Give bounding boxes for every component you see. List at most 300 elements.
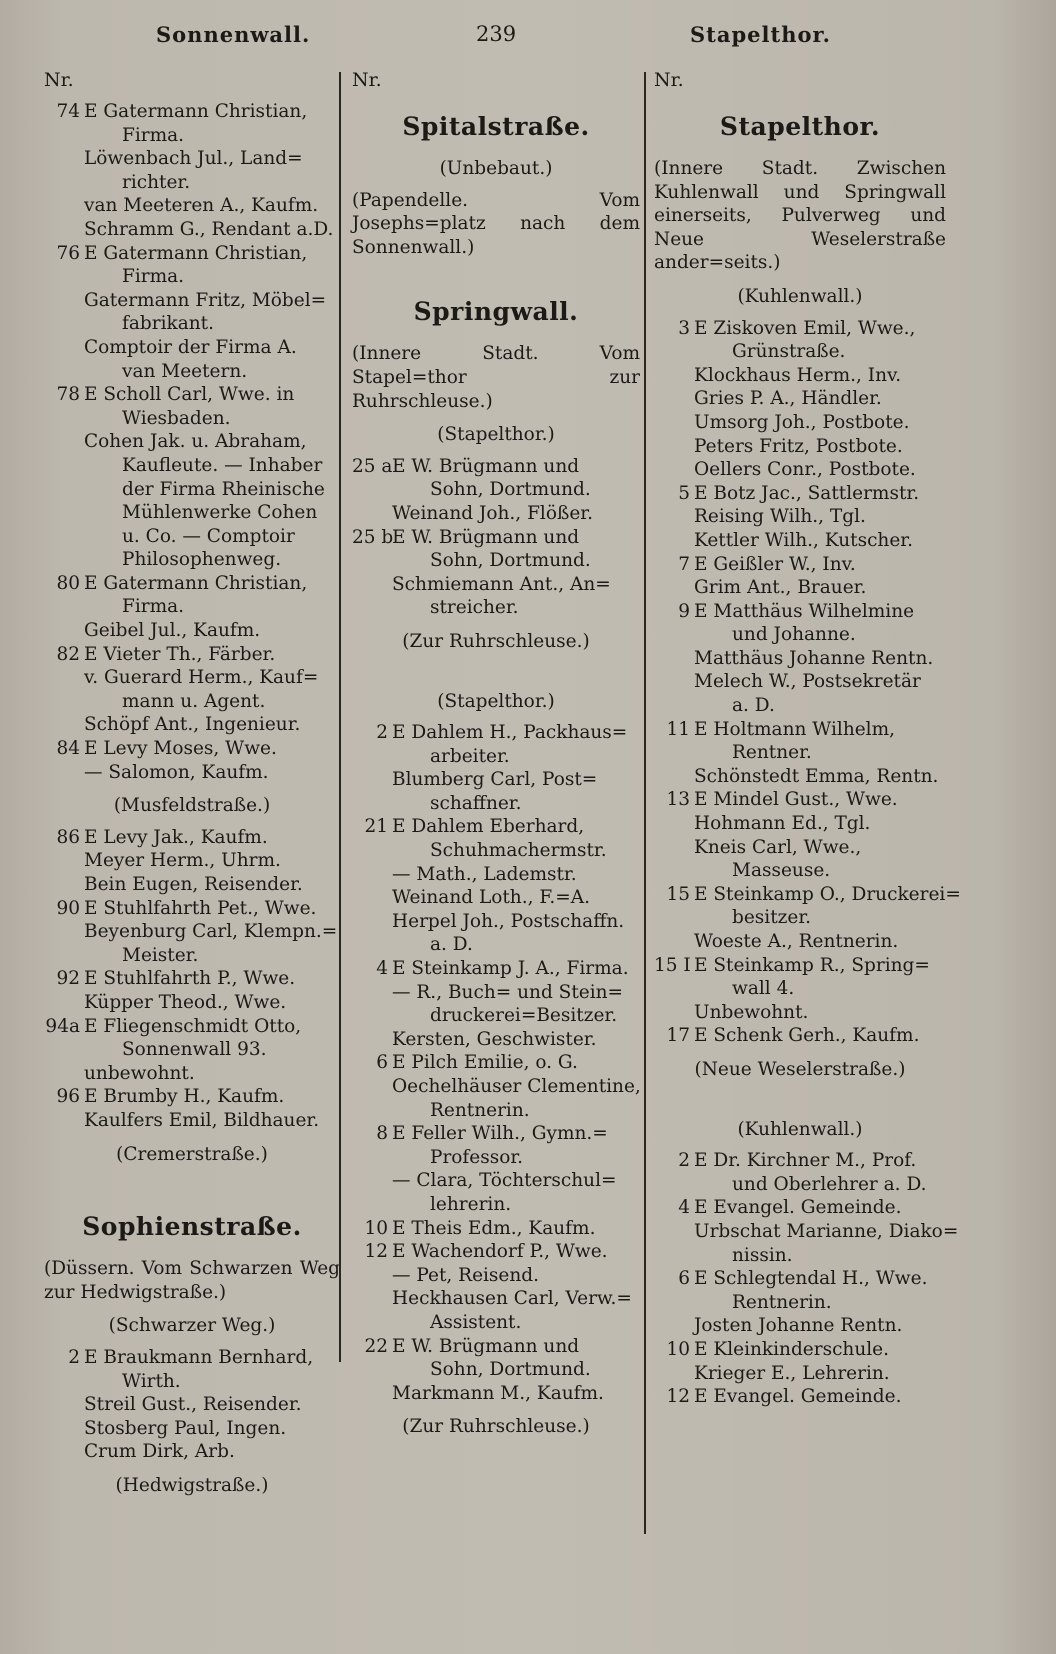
directory-entry: [44, 242, 340, 266]
nr-label: Nr.: [654, 69, 684, 91]
street-heading: Stapelthor.: [719, 112, 881, 141]
entry-text: Josten Johanne Rentn.: [694, 1315, 903, 1337]
directory-entry: [352, 573, 640, 597]
entry-text: Oechelhäuser Clementine,: [392, 1076, 641, 1097]
directory-entry: [352, 768, 640, 792]
entry-text: Assistent.: [430, 1311, 522, 1333]
directory-entry: [44, 572, 340, 596]
house-number: [44, 920, 84, 944]
house-number: [654, 765, 694, 789]
directory-entry: [654, 529, 946, 553]
house-number: [44, 1440, 84, 1464]
entry-text: Crum Dirk, Arb.: [84, 1441, 235, 1463]
directory-entry: [44, 666, 340, 690]
directory-entry: [654, 505, 946, 529]
cross-street-label: (Kuhlenwall.): [737, 1118, 863, 1140]
entry-text: Küpper Theod., Wwe.: [84, 991, 287, 1013]
directory-entry: [44, 336, 340, 360]
house-number: [44, 849, 84, 873]
directory-entry: [352, 526, 640, 550]
entry-text: Reising Wilh., Tgl.: [694, 506, 866, 528]
directory-entry: [44, 1417, 340, 1441]
entry-text: Philosophenweg.: [122, 549, 282, 571]
directory-entry: [654, 1267, 946, 1291]
entry-text: E Dahlem H., Packhaus=: [392, 722, 628, 744]
directory-entry: [44, 525, 340, 549]
entry-text: — Math., Lademstr.: [392, 863, 577, 885]
entry-text: Professor.: [430, 1146, 524, 1168]
house-number: 2: [376, 722, 388, 744]
directory-entry: [44, 1370, 340, 1394]
entry-text: richter.: [122, 171, 191, 193]
house-number: [44, 430, 84, 454]
house-number: 82: [56, 643, 80, 665]
directory-entry: [44, 761, 340, 785]
spacer: [352, 259, 640, 277]
directory-entry: [44, 1393, 340, 1417]
house-number: [352, 549, 392, 573]
entry-text: E Geißler W., Inv.: [694, 553, 856, 575]
entry-text: Oellers Conr., Postbote.: [694, 459, 916, 481]
house-number: [44, 873, 84, 897]
entry-text: E Levy Moses, Wwe.: [84, 738, 277, 760]
entry-text: Grünstraße.: [732, 341, 846, 363]
directory-entry: [654, 340, 946, 364]
directory-entry: [44, 944, 340, 968]
house-number: [44, 991, 84, 1015]
house-number: [352, 863, 392, 887]
entry-text: E Schenk Gerh., Kaufm.: [694, 1025, 920, 1047]
house-number: [44, 1038, 84, 1062]
directory-entry: [352, 721, 640, 745]
directory-entry: [352, 1311, 640, 1335]
directory-entry: [44, 407, 340, 431]
entry-text: E Gatermann Christian,: [84, 101, 308, 122]
house-number: 9: [678, 600, 690, 622]
entry-text: Urbschat Marianne, Diako=: [694, 1220, 959, 1242]
directory-entry: [44, 194, 340, 218]
house-number: [654, 1173, 694, 1197]
column-middle: [352, 68, 640, 1447]
entry-text: Umsorg Joh., Postbote.: [694, 411, 910, 433]
directory-entry: [352, 1287, 640, 1311]
directory-entry: [44, 478, 340, 502]
house-number: [44, 360, 84, 384]
entry-text: Geibel Jul., Kaufm.: [84, 620, 261, 642]
directory-entry: [44, 360, 340, 384]
entry-text: Kersten, Geschwister.: [392, 1028, 597, 1050]
entry-text: arbeiter.: [430, 745, 510, 767]
house-number: [352, 1146, 392, 1170]
house-number: [44, 1109, 84, 1133]
house-number: [44, 218, 84, 242]
cross-street-label: (Hedwigstraße.): [115, 1474, 269, 1496]
entry-text: Kettler Wilh., Kutscher.: [694, 529, 913, 551]
entry-text: E Mindel Gust., Wwe.: [694, 789, 898, 811]
entry-text: Schuhmachermstr.: [430, 840, 607, 862]
entry-text: E Theis Edm., Kaufm.: [392, 1217, 596, 1239]
entry-text: Firma.: [122, 596, 185, 618]
directory-entry: [44, 124, 340, 148]
street-heading: Sophienstraße.: [82, 1212, 302, 1242]
header-left-street: Sonnenwall.: [156, 22, 311, 47]
entry-text: Weinand Joh., Flößer.: [392, 502, 593, 524]
house-number: [44, 478, 84, 502]
entry-text: E Evangel. Gemeinde.: [694, 1386, 902, 1408]
entry-text: E W. Brügmann und: [392, 455, 580, 477]
house-number: [44, 525, 84, 549]
entry-text: Hohmann Ed., Tgl.: [694, 813, 871, 835]
directory-entry: [44, 920, 340, 944]
house-number: [654, 1001, 694, 1025]
entry-text: Kaufleute. — Inhaber: [122, 454, 323, 476]
entry-text: Woeste A., Rentnerin.: [694, 931, 899, 952]
entry-text: Comptoir der Firma A.: [84, 336, 297, 358]
house-number: [352, 933, 392, 957]
entry-text: Gatermann Fritz, Möbel=: [84, 289, 327, 311]
house-number: [654, 387, 694, 411]
house-number: 6: [376, 1052, 388, 1074]
entry-text: Grim Ant., Brauer.: [694, 577, 867, 599]
entry-text: — Pet, Reisend.: [392, 1264, 540, 1286]
house-number: 21: [364, 816, 388, 838]
directory-entry: [352, 1240, 640, 1264]
directory-entry: [654, 1220, 959, 1244]
directory-entry: [352, 1146, 640, 1170]
house-number: [44, 690, 84, 714]
nr-label: Nr.: [44, 69, 74, 91]
directory-entry: [352, 1028, 640, 1052]
house-number: [654, 647, 694, 671]
entry-text: E Steinkamp J. A., Firma.: [392, 958, 629, 980]
house-number: [352, 596, 392, 620]
entry-text: Sohn, Dortmund.: [430, 479, 591, 501]
entry-text: Klockhaus Herm., Inv.: [694, 364, 902, 386]
directory-entry: [654, 883, 961, 907]
house-number: 2: [68, 1346, 80, 1368]
house-number: [44, 761, 84, 785]
entry-text: Gries P. A., Händler.: [694, 388, 882, 410]
entry-text: Markmann M., Kaufm.: [392, 1382, 604, 1404]
entry-text: Melech W., Postsekretär: [694, 671, 921, 693]
directory-entry: [654, 1173, 946, 1197]
entry-text: fabrikant.: [122, 313, 214, 335]
house-number: [44, 595, 84, 619]
house-number: [44, 944, 84, 968]
entry-text: Schmiemann Ant., An=: [392, 573, 611, 595]
directory-entry: [654, 812, 946, 836]
directory-entry: [352, 815, 640, 839]
house-number: 5: [678, 482, 690, 504]
house-number: 8: [376, 1123, 388, 1145]
column-right: [654, 68, 961, 1409]
directory-entry: [654, 1149, 946, 1173]
entry-text: E Stuhlfahrth P., Wwe.: [84, 968, 296, 990]
entry-text: Herpel Joh., Postschaffn.: [392, 910, 625, 932]
entry-text: unbewohnt.: [84, 1062, 195, 1084]
house-number: [654, 694, 694, 718]
entry-text: E Braukmann Bernhard,: [84, 1346, 314, 1368]
entry-text: E Evangel. Gemeinde.: [694, 1197, 902, 1219]
directory-entry: [352, 1169, 640, 1193]
house-number: 80: [56, 572, 80, 594]
entry-text: Weinand Loth., F.=A.: [392, 887, 590, 909]
house-number: 17: [666, 1025, 690, 1047]
entry-text: E Pilch Emilie, o. G.: [392, 1052, 578, 1074]
cross-street-label: (Zur Ruhrschleuse.): [402, 1416, 590, 1438]
street-description: (Innere Stadt. Vom Stapel=thor zur Ruhrschleuse.): [352, 343, 640, 412]
directory-entry: [654, 930, 946, 954]
entry-text: Matthäus Johanne Rentn.: [694, 647, 934, 669]
house-number: [352, 1028, 392, 1052]
directory-entry: [352, 1122, 640, 1146]
entry-text: und Johanne.: [732, 624, 856, 646]
directory-entry: [654, 1196, 946, 1220]
entry-text: E Vieter Th., Färber.: [84, 643, 276, 665]
directory-entry: [654, 317, 946, 341]
entry-text: und Oberlehrer a. D.: [732, 1173, 927, 1195]
entry-text: E Botz Jac., Sattlermstr.: [694, 482, 920, 504]
house-number: [44, 1062, 84, 1086]
house-number: 96: [56, 1086, 80, 1108]
house-number: [352, 573, 392, 597]
cross-street-label: (Cremerstraße.): [116, 1143, 268, 1165]
house-number: 2: [678, 1150, 690, 1172]
entry-text: a. D.: [430, 934, 473, 956]
directory-entry: [654, 1024, 946, 1048]
directory-entry: [352, 1382, 640, 1406]
entry-text: — Salomon, Kaufm.: [84, 761, 269, 783]
street-description: (Düssern. Vom Schwarzen Weg zur Hedwigstraße.): [44, 1258, 340, 1303]
directory-entry: [44, 690, 340, 714]
entry-text: E Steinkamp R., Spring=: [694, 954, 930, 976]
house-number: [44, 713, 84, 737]
entry-text: druckerei=Besitzer.: [430, 1005, 618, 1027]
entry-text: Krieger E., Lehrerin.: [694, 1362, 890, 1384]
house-number: 84: [56, 738, 80, 760]
house-number: 92: [56, 968, 80, 990]
directory-entry: [654, 1291, 946, 1315]
entry-text: E Wachendorf P., Wwe.: [392, 1241, 608, 1263]
entry-text: Wirth.: [122, 1370, 181, 1392]
directory-entry: [44, 1062, 340, 1086]
cross-street-label: (Neue Weselerstraße.): [694, 1058, 906, 1080]
entry-text: streicher.: [430, 597, 519, 619]
entry-text: Peters Fritz, Postbote.: [694, 435, 903, 457]
entry-text: van Meetern.: [122, 360, 248, 382]
directory-entry: [654, 670, 946, 694]
house-number: [654, 411, 694, 435]
house-number: [44, 124, 84, 148]
entry-text: Streil Gust., Reisender.: [84, 1394, 302, 1416]
directory-entry: [654, 977, 946, 1001]
house-number: [352, 1382, 392, 1406]
directory-entry: [352, 1004, 640, 1028]
house-number: 7: [678, 553, 690, 575]
directory-entry: [44, 713, 340, 737]
entry-text: Rentner.: [732, 742, 812, 764]
entry-text: Kaulfers Emil, Bildhauer.: [84, 1109, 320, 1131]
house-number: [352, 1264, 392, 1288]
house-number: [44, 407, 84, 431]
entry-text: E Schlegtendal H., Wwe.: [694, 1268, 928, 1290]
cross-street-label: (Stapelthor.): [437, 424, 555, 446]
directory-entry: [44, 991, 340, 1015]
house-number: 90: [56, 897, 80, 919]
directory-entry: [352, 1335, 640, 1359]
directory-entry: [44, 897, 340, 921]
house-number: 94a: [45, 1015, 80, 1037]
house-number: 10: [364, 1217, 388, 1239]
house-number: [44, 265, 84, 289]
entry-text: nissin.: [732, 1244, 793, 1266]
house-number: [654, 576, 694, 600]
house-number: [44, 1393, 84, 1417]
entry-text: u. Co. — Comptoir: [122, 525, 295, 547]
directory-entry: [44, 1346, 340, 1370]
house-number: [44, 666, 84, 690]
house-number: 10: [666, 1338, 690, 1360]
entry-text: E Steinkamp O., Druckerei=: [694, 883, 961, 905]
house-number: 13: [666, 789, 690, 811]
directory-entry: [44, 1038, 340, 1062]
house-number: [654, 836, 694, 860]
directory-entry: [352, 455, 640, 479]
directory-entry: [44, 737, 340, 761]
directory-entry: [44, 1085, 340, 1109]
directory-entry: [654, 364, 946, 388]
directory-entry: [654, 1338, 946, 1362]
directory-entry: [352, 478, 640, 502]
directory-entry: [654, 458, 946, 482]
house-number: [44, 147, 84, 171]
entry-text: Stosberg Paul, Ingen.: [84, 1417, 287, 1439]
spacer: [44, 1174, 340, 1192]
house-number: [352, 478, 392, 502]
entry-text: E Stuhlfahrth Pet., Wwe.: [84, 897, 317, 919]
house-number: 3: [678, 317, 690, 339]
entry-text: E Levy Jak., Kaufm.: [84, 826, 268, 848]
directory-entry: [44, 289, 340, 313]
house-number: [654, 859, 694, 883]
directory-entry: [352, 910, 640, 934]
entry-text: Rentnerin.: [732, 1291, 832, 1313]
directory-entry: [44, 383, 340, 407]
directory-entry: [44, 619, 340, 643]
directory-entry: [654, 1385, 946, 1409]
entry-text: Mühlenwerke Cohen: [122, 502, 318, 524]
directory-entry: [44, 100, 340, 124]
directory-entry: [44, 218, 340, 242]
house-number: 11: [666, 718, 690, 740]
entry-text: Kneis Carl, Wwe.,: [694, 836, 862, 858]
column-divider: [644, 72, 646, 1534]
directory-entry: [44, 595, 340, 619]
entry-text: schaffner.: [430, 792, 522, 814]
house-number: 15: [666, 883, 690, 905]
directory-entry: [44, 548, 340, 572]
directory-entry: [654, 387, 946, 411]
directory-entry: [654, 954, 946, 978]
house-number: [352, 981, 392, 1005]
house-number: 86: [56, 826, 80, 848]
directory-entry: [654, 788, 946, 812]
house-number: 78: [56, 384, 80, 406]
street-description: (Papendelle. Vom Josephs=platz nach dem Sonnenwall.): [352, 189, 640, 258]
entry-text: Heckhausen Carl, Verw.=: [392, 1288, 632, 1310]
house-number: [654, 1314, 694, 1338]
house-number: [44, 312, 84, 336]
house-number: [44, 171, 84, 195]
directory-entry: [654, 576, 946, 600]
entry-text: E Brumby H., Kaufm.: [84, 1086, 285, 1108]
entry-text: Masseuse.: [732, 860, 831, 882]
cross-street-label: (Musfeldstraße.): [113, 795, 271, 817]
directory-entry: [654, 482, 946, 506]
house-number: [352, 1099, 392, 1123]
house-number: [654, 741, 694, 765]
entry-text: Sonnenwall 93.: [122, 1039, 267, 1061]
entry-text: Meyer Herm., Uhrm.: [84, 850, 281, 872]
running-head: [0, 20, 1056, 56]
house-number: [654, 340, 694, 364]
entry-text: lehrerin.: [430, 1193, 512, 1215]
street-description: (Innere Stadt. Zwischen Kuhlenwall und Springwall einerseits, Pulverweg und Neue Weselerstraße ander=seits.): [654, 158, 946, 274]
house-number: [352, 502, 392, 526]
house-number: 12: [666, 1386, 690, 1408]
house-number: [352, 1358, 392, 1382]
entry-text: van Meeteren A., Kaufm.: [84, 195, 319, 217]
cross-street-label: (Stapelthor.): [437, 690, 555, 712]
house-number: [654, 1291, 694, 1315]
house-number: [352, 910, 392, 934]
directory-entry: [352, 1264, 640, 1288]
house-number: 6: [678, 1268, 690, 1290]
entry-text: E W. Brügmann und: [392, 526, 580, 548]
street-heading: Spitalstraße.: [402, 112, 590, 141]
directory-entry: [654, 1001, 946, 1025]
directory-entry: [352, 839, 640, 863]
directory-entry: [654, 765, 946, 789]
directory-entry: [654, 1244, 946, 1268]
entry-text: besitzer.: [732, 907, 812, 929]
directory-entry: [44, 501, 340, 525]
directory-entry: [44, 643, 340, 667]
nr-label: Nr.: [352, 69, 382, 91]
entry-text: E Dahlem Eberhard,: [392, 816, 585, 838]
house-number: [352, 1311, 392, 1335]
entry-text: wall 4.: [732, 978, 795, 1000]
entry-text: Firma.: [122, 266, 185, 288]
house-number: [44, 454, 84, 478]
entry-text: E Kleinkinderschule.: [694, 1338, 890, 1360]
entry-text: E Matthäus Wilhelmine: [694, 600, 915, 622]
directory-entry: [654, 411, 946, 435]
entry-text: Cohen Jak. u. Abraham,: [84, 431, 307, 453]
entry-text: Sohn, Dortmund.: [430, 550, 591, 572]
directory-entry: [654, 1362, 946, 1386]
house-number: [44, 194, 84, 218]
house-number: [352, 745, 392, 769]
house-number: [654, 623, 694, 647]
header-right-street: Stapelthor.: [690, 22, 831, 47]
entry-text: E Gatermann Christian,: [84, 242, 308, 264]
entry-text: Firma.: [122, 124, 185, 146]
directory-entry: [44, 873, 340, 897]
house-number: [44, 1417, 84, 1441]
entry-text: Meister.: [122, 944, 199, 966]
directory-entry: [352, 1075, 640, 1099]
